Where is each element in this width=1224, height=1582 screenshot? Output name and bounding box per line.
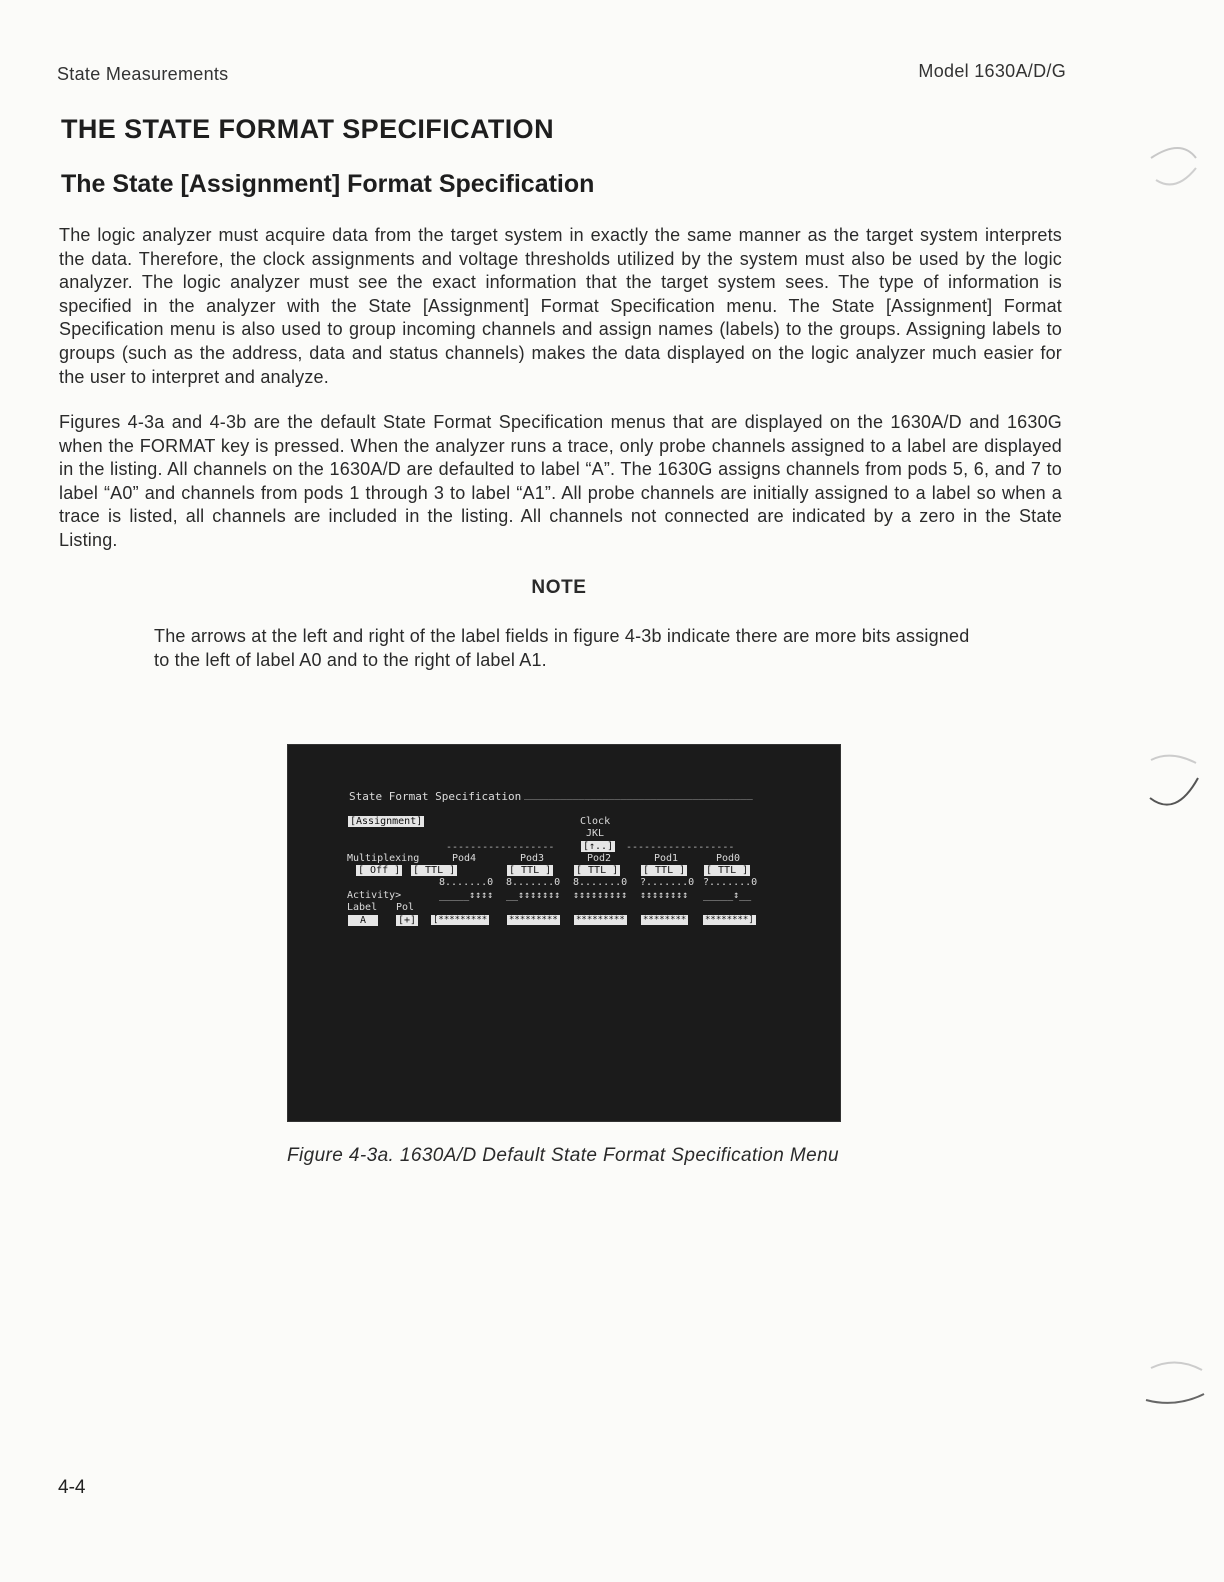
- screen-title-rule: ______________________________________: [524, 789, 753, 800]
- hole-mark-middle: [1150, 778, 1198, 805]
- pod4-threshold[interactable]: [ TTL ]: [413, 865, 456, 876]
- paragraph-1: The logic analyzer must acquire data from the target system in exactly the same manner as the target system interprets the data. Therefore, the clock assignments and voltage thresholds utilized by the system must also be used by the logic analyzer. The logic analyzer must see the exact information that the target system sees. The type of information is specified in the analyzer with the State [Assignment] Format Specification menu. The State [Assignment] Format Specification menu is also used to group incoming channels and assign names (labels) to the groups. Assigning labels to groups (such as the address, data and status channels) makes the data displayed on the logic analyzer much easier for the user to interpret and analyze.: [59, 225, 1062, 387]
- pol-header: Pol: [396, 902, 415, 913]
- pod3-threshold[interactable]: [ TTL ]: [509, 865, 552, 876]
- clock-field[interactable]: [↑..]: [583, 841, 614, 852]
- hole-mark-top-lower: [1156, 168, 1196, 184]
- clock-label: Clock: [580, 816, 611, 827]
- figure-caption: Figure 4-3a. 1630A/D Default State Format Specification Menu: [286, 1145, 840, 1166]
- pod0-activity: _____↕__: [703, 890, 752, 901]
- clock-rule-right: ------------------: [626, 842, 735, 853]
- pod4-activity: _____↕↕↕↕: [439, 890, 494, 901]
- pod1-label-bits[interactable]: ********: [643, 915, 687, 925]
- assignment-field[interactable]: [Assignment]: [350, 816, 423, 827]
- pod2-name: Pod2: [587, 853, 612, 864]
- activity-label: Activity>: [347, 890, 402, 901]
- multiplexing-field[interactable]: [ Off ]: [358, 865, 401, 876]
- pod2-bits: 8.......0: [573, 877, 628, 888]
- pod4-name: Pod4: [452, 853, 477, 864]
- pod1-bits: ?.......0: [640, 877, 695, 888]
- paragraph-2: Figures 4-3a and 4-3b are the default State Format Specification menus that are displayed on the 1630A/D and 1630G when the FORMAT key is pressed. When the analyzer runs a trace, only probe channels assigned to a label are displayed in the listing. All channels on the 1630A/D are defaulted to label “A”. The 1630G assigns channels from pods 5, 6, and 7 to label “A0” and channels from pods 1 through 3 to label “A1”. All probe channels are initially assigned to a label so when a trace is listed, all channels are included in the listing. All channels not connected are indicated by a zero in the State Listing.: [59, 412, 1062, 550]
- pod3-name: Pod3: [520, 853, 545, 864]
- polarity-field[interactable]: [+]: [398, 915, 417, 926]
- section-title: The State [Assignment] Format Specification: [61, 170, 595, 198]
- note-title: NOTE: [531, 577, 587, 598]
- page-number: 4-4: [58, 1477, 86, 1498]
- clock-rule-left: ------------------: [446, 842, 555, 853]
- pod0-bits: ?.......0: [703, 877, 758, 888]
- page-title: THE STATE FORMAT SPECIFICATION: [61, 114, 554, 144]
- hole-mark-middle-upper: [1151, 756, 1196, 763]
- hole-mark-top: [1151, 148, 1196, 158]
- pod0-label-bits[interactable]: ********]: [705, 915, 754, 925]
- pod1-threshold[interactable]: [ TTL ]: [643, 865, 686, 876]
- label-value-field[interactable]: A: [348, 915, 378, 926]
- pod3-bits: 8.......0: [506, 877, 561, 888]
- label-header: Label: [347, 902, 378, 913]
- pod2-activity: ↕↕↕↕↕↕↕↕↕: [573, 890, 628, 901]
- pod1-name: Pod1: [654, 853, 679, 864]
- binder-hole-marks: [1136, 138, 1206, 1438]
- hole-mark-bottom-upper: [1151, 1362, 1202, 1370]
- hole-mark-bottom: [1146, 1394, 1204, 1403]
- pod3-activity: __↕↕↕↕↕↕↕: [506, 890, 561, 901]
- clock-sub: JKL: [586, 828, 605, 839]
- pod2-label-bits[interactable]: *********: [576, 915, 625, 925]
- header-model: Model 1630A/D/G: [918, 61, 1066, 81]
- figure-screen: [287, 744, 841, 1122]
- screen-title: State Format Specification: [349, 790, 522, 803]
- pod0-threshold[interactable]: [ TTL ]: [706, 865, 749, 876]
- note-body: The arrows at the left and right of the label fields in figure 4-3b indicate there are more bits assigned to the left of label A0 and to the right of label A1.: [154, 626, 970, 670]
- pod2-threshold[interactable]: [ TTL ]: [576, 865, 619, 876]
- pod4-bits: 8.......0: [439, 877, 494, 888]
- pod1-activity: ↕↕↕↕↕↕↕↕: [640, 890, 689, 901]
- header-section: State Measurements: [57, 64, 229, 84]
- pod3-label-bits[interactable]: *********: [509, 915, 558, 925]
- multiplexing-label: Multiplexing: [347, 853, 420, 864]
- pod0-name: Pod0: [716, 853, 741, 864]
- pod4-label-bits[interactable]: [*********: [433, 915, 488, 925]
